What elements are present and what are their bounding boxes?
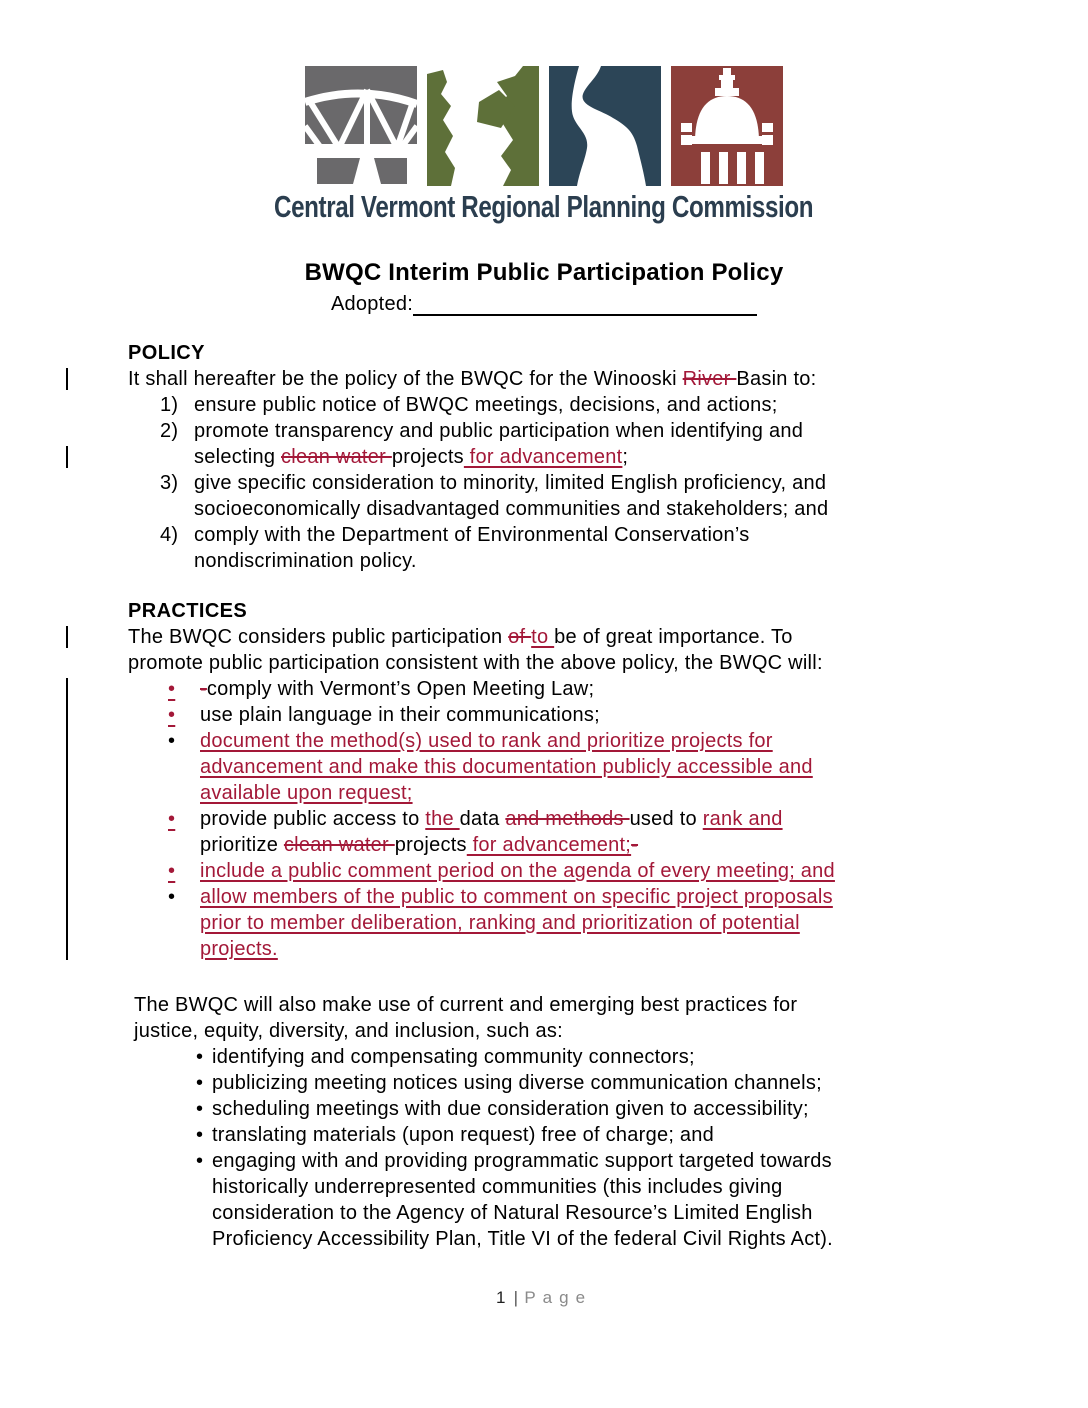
page-number: 1 bbox=[495, 1288, 506, 1307]
list-number: 3) bbox=[160, 472, 179, 494]
bullet-line: scheduling meetings with due consideration given to accessibility; bbox=[212, 1098, 809, 1120]
bullet-marker: • bbox=[168, 808, 176, 830]
bullet-line: use plain language in their communications; bbox=[200, 704, 600, 726]
practices-bullet-list bbox=[128, 676, 960, 962]
document-title: BWQC Interim Public Participation Policy bbox=[304, 259, 784, 286]
bullet-line: Proficiency Accessibility Plan, Title VI of the federal Civil Rights Act). bbox=[212, 1228, 833, 1250]
policy-item-4 bbox=[128, 522, 960, 574]
practices-bullet-3 bbox=[128, 728, 960, 806]
bullet-marker: • bbox=[168, 704, 176, 726]
bullet-line: document the method(s) used to rank and prioritize projects for bbox=[200, 730, 773, 752]
bullet-line: projects. bbox=[200, 938, 278, 960]
bullet-line: available upon request; bbox=[200, 782, 413, 804]
list-number: 2) bbox=[160, 420, 179, 442]
logo bbox=[0, 66, 1088, 225]
bullet-marker: • bbox=[196, 1072, 204, 1094]
jedi-bullet-list bbox=[128, 1044, 960, 1252]
adopted-label: Adopted: bbox=[330, 293, 414, 315]
practices-intro bbox=[128, 624, 960, 676]
jedi-bullet-1 bbox=[128, 1044, 960, 1070]
logo-bridge-icon bbox=[305, 66, 417, 186]
page-footer bbox=[0, 1288, 1088, 1308]
bullet-marker: • bbox=[168, 730, 176, 752]
bullet-line: allow members of the public to comment on specific project proposals bbox=[200, 886, 833, 908]
bullet-marker: • bbox=[196, 1046, 204, 1068]
practices-heading: PRACTICES bbox=[128, 600, 248, 622]
page-number-separator: | bbox=[513, 1288, 519, 1307]
policy-item-line: ensure public notice of BWQC meetings, decisions, and actions; bbox=[194, 394, 778, 416]
page-word: Page bbox=[524, 1288, 593, 1307]
bullet-marker: • bbox=[168, 860, 176, 882]
jedi-bullet-4 bbox=[128, 1122, 960, 1148]
policy-item-line: nondiscrimination policy. bbox=[194, 550, 417, 572]
bullet-marker: • bbox=[196, 1150, 204, 1172]
practices-bullet-2 bbox=[128, 702, 960, 728]
jedi-bullet-3 bbox=[128, 1096, 960, 1122]
jedi-intro bbox=[128, 992, 960, 1044]
practices-bullet-5 bbox=[128, 858, 960, 884]
bullet-line: include a public comment period on the agenda of every meeting; and bbox=[200, 860, 835, 882]
list-number: 4) bbox=[160, 524, 179, 546]
logo-capitol-icon bbox=[671, 66, 783, 186]
bullet-marker: • bbox=[196, 1124, 204, 1146]
logo-river-icon bbox=[549, 66, 661, 186]
practices-bullet-6 bbox=[128, 884, 960, 962]
change-bar bbox=[66, 446, 68, 468]
policy-heading: POLICY bbox=[128, 342, 205, 364]
bullet-marker: • bbox=[196, 1098, 204, 1120]
practices-intro-line: promote public participation consistent with the above policy, the BWQC will: bbox=[128, 652, 823, 674]
bullet-line: advancement and make this documentation publicly accessible and bbox=[200, 756, 813, 778]
adopted-row bbox=[0, 293, 1088, 316]
logo-caption: Central Vermont Regional Planning Commission bbox=[274, 189, 814, 224]
policy-item-line: selecting clean water projects for advancement; bbox=[194, 446, 629, 468]
bullet-marker: • bbox=[168, 886, 176, 908]
policy-item-line: promote transparency and public participation when identifying and bbox=[194, 420, 804, 442]
bullet-line: provide public access to the data and methods used to rank and bbox=[200, 808, 783, 830]
bullet-line: identifying and compensating community connectors; bbox=[212, 1046, 695, 1068]
list-number: 1) bbox=[160, 394, 179, 416]
jedi-bullet-2 bbox=[128, 1070, 960, 1096]
practices-intro-line: The BWQC considers public participation of to be of great importance. To bbox=[128, 626, 793, 648]
bullet-line: prioritize clean water projects for advancement;- bbox=[200, 834, 639, 856]
bullet-line: engaging with and providing programmatic support targeted towards bbox=[212, 1150, 832, 1172]
bullet-line: historically underrepresented communities (this includes giving bbox=[212, 1176, 783, 1198]
change-bar bbox=[66, 678, 68, 960]
jedi-bullet-5 bbox=[128, 1148, 960, 1252]
practices-bullet-4 bbox=[128, 806, 960, 858]
policy-item-2 bbox=[128, 418, 960, 470]
jedi-intro-line: justice, equity, diversity, and inclusion, such as: bbox=[134, 1020, 563, 1042]
jedi-intro-line: The BWQC will also make use of current and emerging best practices for bbox=[134, 994, 798, 1016]
practices-bullet-1 bbox=[128, 676, 960, 702]
policy-item-line: socioeconomically disadvantaged communities and stakeholders; and bbox=[194, 498, 829, 520]
policy-item-1 bbox=[128, 392, 960, 418]
policy-intro bbox=[128, 366, 960, 392]
policy-intro-line: It shall hereafter be the policy of the BWQC for the Winooski River Basin to: bbox=[128, 368, 817, 390]
bullet-line: prior to member deliberation, ranking and prioritization of potential bbox=[200, 912, 800, 934]
bullet-line: consideration to the Agency of Natural Resource’s Limited English bbox=[212, 1202, 813, 1224]
logo-vermont-icon bbox=[427, 66, 539, 186]
change-bar bbox=[66, 368, 68, 390]
bullet-line: translating materials (upon request) free of charge; and bbox=[212, 1124, 715, 1146]
policy-item-line: give specific consideration to minority, limited English proficiency, and bbox=[194, 472, 827, 494]
change-bar bbox=[66, 626, 68, 648]
bullet-marker: • bbox=[168, 678, 176, 700]
policy-item-line: comply with the Department of Environmental Conservation’s bbox=[194, 524, 750, 546]
bullet-line: -comply with Vermont’s Open Meeting Law; bbox=[200, 678, 595, 700]
bullet-line: publicizing meeting notices using diverse communication channels; bbox=[212, 1072, 822, 1094]
adopted-blank-line bbox=[413, 296, 757, 316]
policy-item-3 bbox=[128, 470, 960, 522]
logo-panels bbox=[0, 66, 1088, 186]
